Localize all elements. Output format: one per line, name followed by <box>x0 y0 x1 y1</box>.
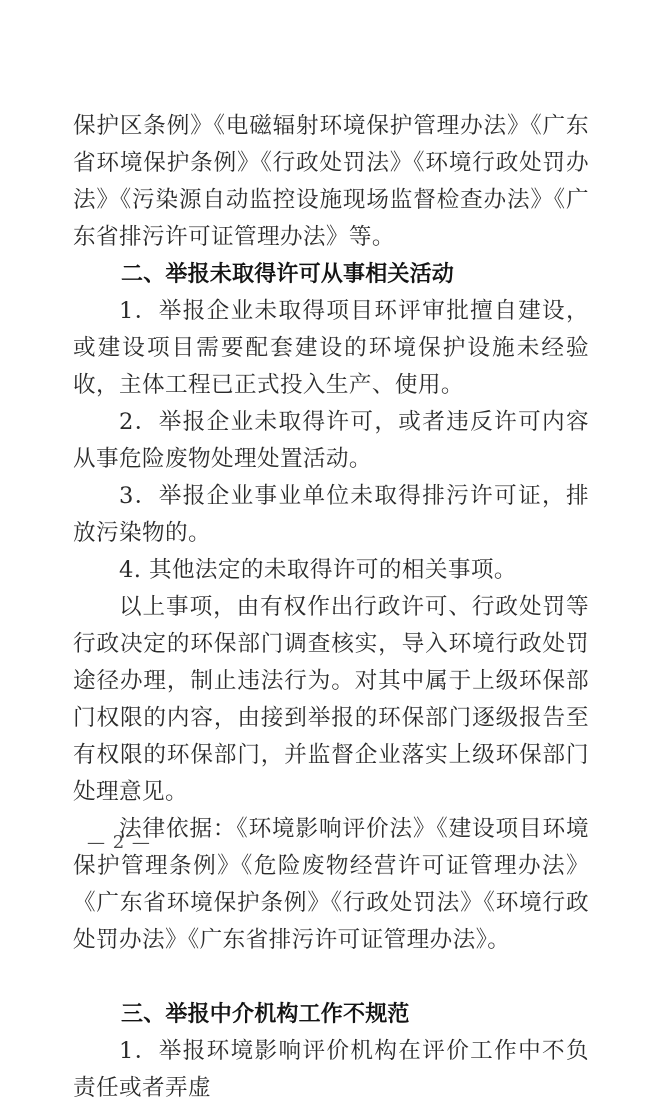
list-item-2-2: 2．举报企业未取得许可，或者违反许可内容从事危险废物处理处置活动。 <box>73 409 589 472</box>
list-item-2-1: 1．举报企业未取得项目环评审批擅自建设，或建设项目需要配套建设的环境保护设施未经验收，主体工程已正式投入生产、使用。 <box>73 298 589 398</box>
page-number-footer: — 2 — <box>87 832 151 853</box>
list-item-3-1: 1．举报环境影响评价机构在评价工作中不负责任或者弄虚 <box>73 1038 589 1101</box>
document-body <box>73 108 589 1107</box>
paragraph-regulations-list: 保护区条例》《电磁辐射环境保护管理办法》《广东省环境保护条例》《行政处罚法》《环境行政处罚办法》《污染源自动监控设施现场监督检查办法》《广东省排污许可证管理办法》等。 <box>73 113 589 250</box>
section-heading-two: 二、举报未取得许可从事相关活动 <box>121 262 455 287</box>
paragraph-handling-procedure: 以上事项，由有权作出行政许可、行政处罚等行政决定的环保部门调查核实，导入环境行政处罚途径办理，制止违法行为。对其中属于上级环保部门权限的内容，由接到举报的环保部门逐级报告至有权限的环保部门，并监督企业落实上级环保部门处理意见。 <box>73 594 589 805</box>
list-item-2-3: 3．举报企业事业单位未取得排污许可证，排放污染物的。 <box>73 483 589 546</box>
paragraph-legal-basis: 法律依据：《环境影响评价法》《建设项目环境保护管理条例》《危险废物经营许可证管理办法》《广东省环境保护条例》《行政处罚法》《环境行政处罚办法》《广东省排污许可证管理办法》。 <box>73 816 589 953</box>
list-item-2-4: 4. 其他法定的未取得许可的相关事项。 <box>119 557 517 583</box>
section-heading-three: 三、举报中介机构工作不规范 <box>121 1002 410 1027</box>
